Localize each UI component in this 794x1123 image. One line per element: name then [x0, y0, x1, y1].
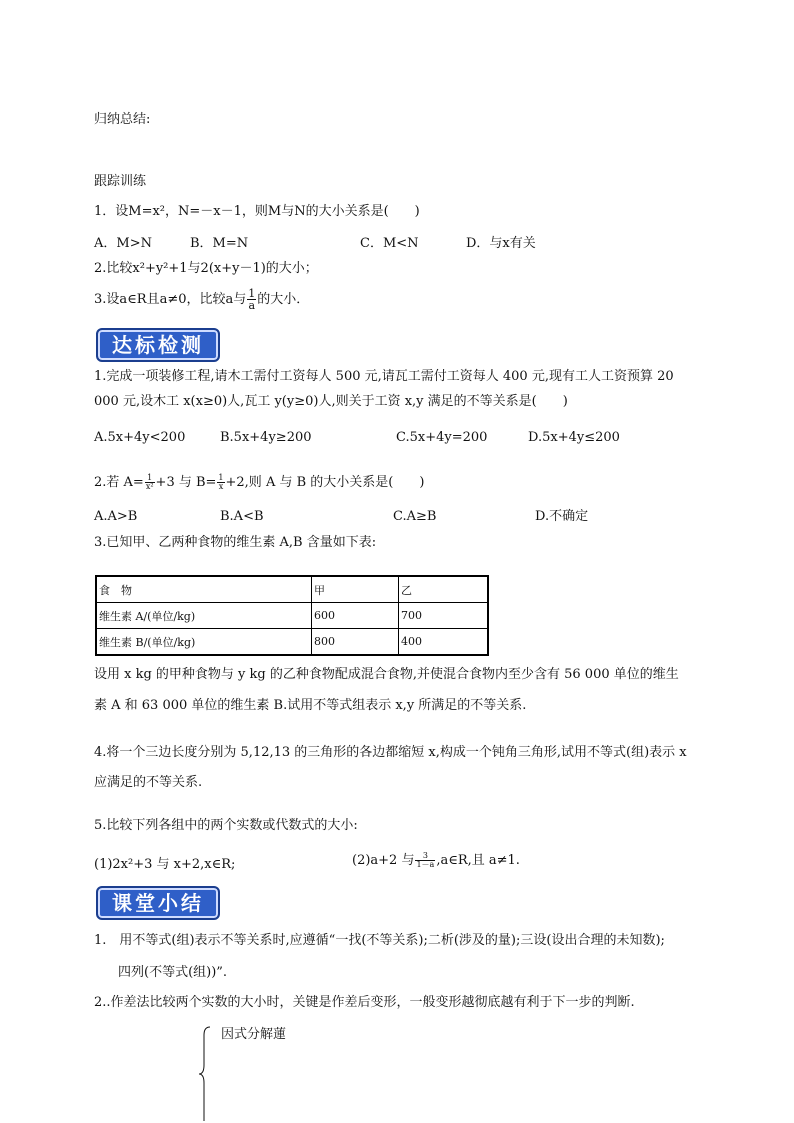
table-cell: 维生素 A/(单位/kg)	[96, 603, 312, 629]
q3-prefix: 3.设a∈R且a≠0，比较a与	[94, 292, 247, 307]
problem-1-option-b: B.5x+4y≥200	[220, 430, 312, 445]
problem-2-option-a: A.A>B	[94, 509, 138, 524]
conclusion-item2: 2..作差法比较两个实数的大小时，关键是作差后变形，一般变形越彻底越有利于下一步的判断.	[94, 995, 635, 1010]
table-header-cell: 食 物	[96, 576, 312, 603]
table-cell: 700	[399, 603, 489, 629]
p2-fraction-2	[217, 474, 224, 491]
tracking-heading: 跟踪训练	[94, 174, 147, 189]
problem-2	[94, 474, 424, 491]
table-row	[96, 603, 488, 629]
problem-1-option-a: A.5x+4y<200	[94, 430, 186, 445]
problem-3-intro: 3.已知甲、乙两种食物的维生素 A,B 含量如下表:	[94, 535, 377, 550]
p5-part2-b: ,a∈R,且 a≠1.	[436, 853, 520, 868]
tracking-q1-option-d: D．与x有关	[466, 236, 536, 251]
p2-frac2-num: 1	[218, 473, 224, 482]
section-badge-dabiao: 达标检测	[96, 328, 220, 362]
section-badge-xiaojie: 课堂小结	[96, 886, 220, 920]
p2-frac2-den: x	[218, 482, 224, 491]
tracking-q1-option-c: C．M<N	[360, 236, 419, 251]
conclusion-item1-line2: 四列(不等式(组))”.	[118, 965, 228, 980]
p2-part-a: 2.若 A=	[94, 475, 144, 490]
problem-5-part2	[352, 852, 520, 869]
table-row	[96, 629, 488, 656]
p2-part-c: +2,则 A 与 B 的大小关系是( )	[225, 475, 425, 490]
brace-item-factorization: 因式分解蓮	[221, 1027, 287, 1042]
table-cell: 400	[399, 629, 489, 656]
p2-part-b: +3 与 B=	[155, 475, 217, 490]
problem-2-option-d: D.不确定	[535, 509, 589, 524]
p5-part2-a: (2)a+2 与	[352, 853, 415, 868]
problem-1-option-c: C.5x+4y=200	[396, 430, 488, 445]
problem-4-line1: 4.将一个三边长度分别为 5,12,13 的三角形的各边都缩短 x,构成一个钝角三角形,试用不等式(组)表示 x	[94, 745, 687, 760]
curly-brace-icon	[198, 1025, 212, 1123]
q3-fraction	[247, 288, 256, 311]
tracking-q3	[94, 288, 309, 311]
p5-fraction	[415, 852, 435, 869]
p2-frac1-num: 1	[145, 474, 155, 483]
problem-5-intro: 5.比较下列各组中的两个实数或代数式的大小:	[94, 818, 358, 833]
p2-fraction-1	[145, 474, 155, 491]
conclusion-item1-line1: 1. 用不等式(组)表示不等关系时,应遵循“一找(不等关系);二析(涉及的量);三设(设出合理的未知数);	[94, 933, 665, 948]
table-cell: 维生素 B/(单位/kg)	[96, 629, 312, 656]
q3-frac-num: 1	[248, 287, 256, 300]
problem-2-option-c: C.A≥B	[393, 509, 437, 524]
table-header-row	[96, 576, 488, 603]
tracking-q1-option-a: A．M>N	[94, 236, 152, 251]
q3-frac-den: a	[248, 299, 256, 312]
tracking-q1: 1．设M=x²，N=－x－1，则M与N的大小关系是( )	[94, 204, 420, 219]
tracking-q1-option-b: B．M=N	[190, 236, 249, 251]
q3-suffix: 的大小．	[257, 292, 310, 307]
problem-1-line2: 000 元,设木工 x(x≥0)人,瓦工 y(y≥0)人,则关于工资 x,y 满足的不等关系是( )	[94, 394, 568, 409]
problem-3-line2: 素 A 和 63 000 单位的维生素 B.试用不等式组表示 x,y 所满足的不等关系.	[94, 698, 527, 713]
problem-5-part1: (1)2x²+3 与 x+2,x∈R;	[94, 857, 236, 872]
p2-frac1-den: x²	[145, 482, 154, 491]
problem-2-option-b: B.A<B	[220, 509, 264, 524]
problem-4-line2: 应满足的不等关系.	[94, 775, 203, 790]
vitamin-table	[95, 575, 489, 656]
problem-3-line1: 设用 x kg 的甲种食物与 y kg 的乙种食物配成混合食物,并使混合食物内至少含有 56 000 单位的维生	[94, 667, 679, 682]
table-cell: 800	[312, 629, 399, 656]
table-header-cell: 甲	[312, 576, 399, 603]
tracking-q2: 2.比较x²+y²+1与2(x+y－1)的大小；	[94, 261, 318, 276]
p5-frac-num: 3	[415, 852, 435, 861]
table-cell: 600	[312, 603, 399, 629]
problem-1-option-d: D.5x+4y≤200	[528, 430, 620, 445]
table-header-cell: 乙	[399, 576, 489, 603]
p5-frac-den: 1－a	[416, 860, 435, 869]
summary-label: 归纳总结:	[94, 112, 151, 127]
problem-1-line1: 1.完成一项装修工程,请木工需付工资每人 500 元,请瓦工需付工资每人 400 元,现有工人工资预算 20	[94, 369, 674, 384]
